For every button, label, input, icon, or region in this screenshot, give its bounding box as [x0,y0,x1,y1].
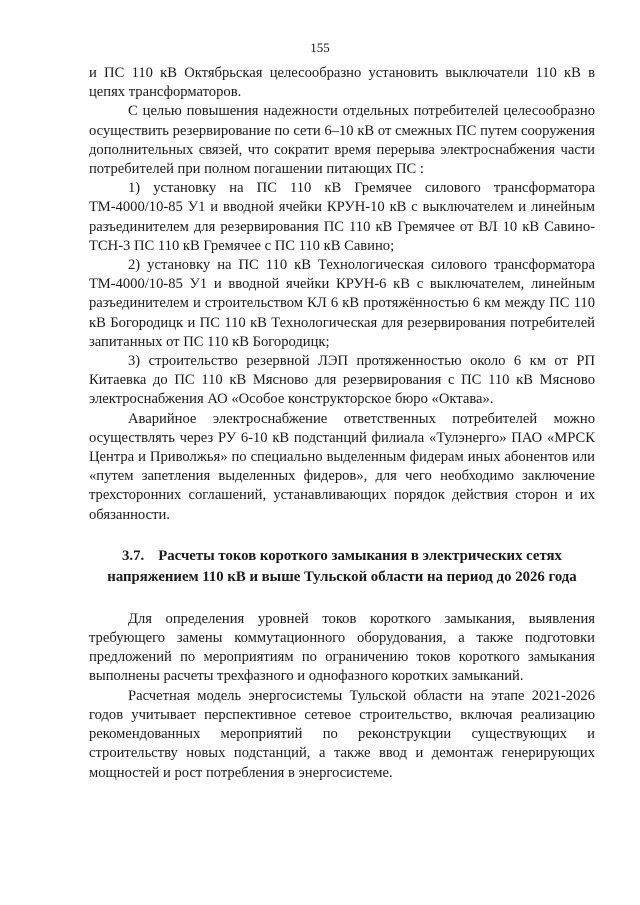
list-item: 3) строительство резервной ЛЭП протяженностью около 6 км от РП Китаевка до ПС 110 кВ Мясново для резервирования с ПС 110 кВ Мясново электроснабжения АО «Особое конструкторское бюро «Октава». [89,353,595,408]
paragraph: Аварийное электроснабжение ответственных потребителей можно осуществлять через РУ 6-10 кВ подстанций филиала «Тулэнерго» ПАО «МРСК Центра и Приволжья» по специально выделенным фидерам иных абонентов или «путем запетления выделенных фидеров», для чего необходимо заключение трехсторонних соглашений, устанавливающих порядок действия сторон и их обязанности. [89,410,595,523]
section-heading [89,546,595,588]
paragraph: Для определения уровней токов короткого замыкания, выявления требующего замены коммутационного оборудования, а также подготовки предложений по мероприятиям по ограничению токов короткого замыкания выполнены расчеты трехфазного и однофазного коротких замыканий. [89,610,595,685]
paragraph: и ПС 110 кВ Октябрьская целесообразно установить выключатели 110 кВ в цепях трансформаторов. [89,65,595,101]
section-number: 3.7. [122,547,145,564]
page-body [89,64,595,783]
paragraph: С целью повышения надежности отдельных потребителей целесообразно осуществить резервирование по сети 6–10 кВ от смежных ПС путем сооружения дополнительных связей, что сократит время перерыва электроснабжения части потребителей при полном погашении питающих ПС : [89,103,595,178]
list-item: 1) установку на ПС 110 кВ Гремячее силового трансформатора ТМ-4000/10-85 У1 и вводной ячейки КРУН-10 кВ с выключателем и линейным разъединителем для резервирования ПС 110 кВ Гремячее от ВЛ 10 кВ Савино-ТСН-3 ПС 110 кВ Гремячее с ПС 110 кВ Савино; [89,180,595,254]
page-number: 155 [310,40,330,55]
section-title-line-2: напряжением 110 кВ и выше Тульской области на период до 2026 года [107,568,577,585]
section-title-line-1: Расчеты токов короткого замыкания в электрических сетях [158,547,562,564]
list-item: 2) установку на ПС 110 кВ Технологическая силового трансформатора ТМ-4000/10-85 У1 и вводной ячейки КРУН-6 кВ с выключателем, линейным разъединителем и строительством КЛ 6 кВ протяжённостью 6 км между ПС 110 кВ Богородицк и ПС 110 кВ Технологическая для резервирования потребителей запитанных от ПС 110 кВ Богородицк; [89,257,595,350]
paragraph: Расчетная модель энергосистемы Тульской области на этапе 2021-2026 годов учитывает перспективное сетевое строительство, включая реализацию рекомендованных мероприятий по реконструкции существующих и строительству новых подстанций, а также ввод и демонтаж генерирующих мощностей и рост потребления в энергосистеме. [89,687,595,781]
